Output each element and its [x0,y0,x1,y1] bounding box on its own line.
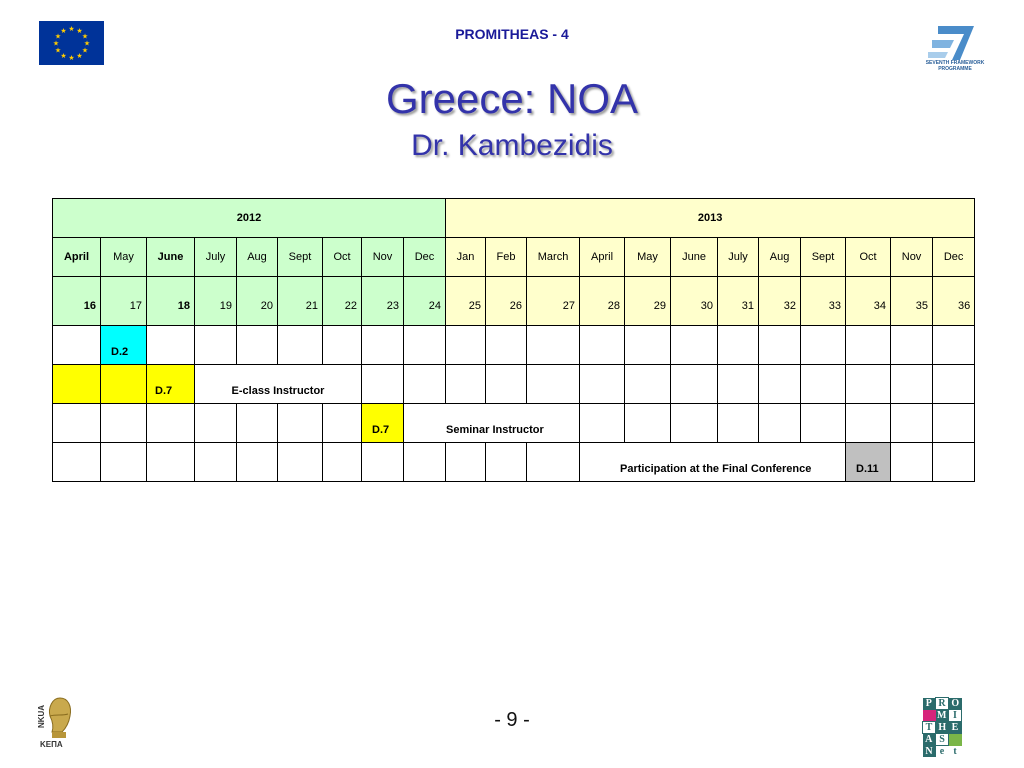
empty-cell [933,443,975,482]
logo-letter: M [936,710,949,722]
month-cell: April [53,238,101,277]
logo-letter: E [949,722,962,734]
empty-cell [801,326,846,365]
year-2013: 2013 [446,199,975,238]
slide-title: Greece: NOA [385,75,639,122]
month-row [53,238,975,277]
empty-cell [195,326,237,365]
empty-cell [404,326,446,365]
month-cell: Aug [759,238,801,277]
empty-cell [323,404,362,443]
empty-cell [404,443,446,482]
month-cell: June [147,238,195,277]
empty-cell [323,326,362,365]
fp7-logo [924,22,986,74]
empty-cell [718,404,759,443]
month-cell: Jan [446,238,486,277]
month-number-cell: 29 [625,277,671,326]
empty-cell [404,365,446,404]
slide-subtitle: Dr. Kambezidis [411,129,613,162]
empty-cell [53,443,101,482]
logo-letter [923,710,936,722]
empty-cell [486,443,527,482]
empty-cell [147,443,195,482]
year-2012: 2012 [53,199,446,238]
empty-cell [237,326,278,365]
month-cell: June [671,238,718,277]
empty-cell [801,404,846,443]
final-conference-cell [580,443,846,482]
month-cell: April [580,238,625,277]
final-conference-label: Participation at the Final Conference [620,463,812,475]
d11-label: D.11 [856,463,879,475]
month-number-cell: 28 [580,277,625,326]
month-number-cell: 20 [237,277,278,326]
empty-cell [323,443,362,482]
seminar-instructor-cell [404,404,580,443]
empty-cell [718,365,759,404]
month-number-cell: 25 [446,277,486,326]
month-cell: May [101,238,147,277]
logo-letter: t [949,746,962,758]
month-cell: Aug [237,238,278,277]
activity-row-final-conference [53,443,975,482]
empty-cell [580,404,625,443]
month-cell: Sept [801,238,846,277]
month-number-cell: 24 [404,277,446,326]
eclass-instructor-label: E-class Instructor [231,385,325,397]
month-cell: Dec [933,238,975,277]
empty-cell [580,326,625,365]
d2-cell [101,326,147,365]
logo-letter: e [936,746,949,758]
logo-letter: S [936,734,949,746]
d7-eclass-cell [147,365,195,404]
empty-cell [527,443,580,482]
empty-cell [53,326,101,365]
month-number-cell: 34 [846,277,891,326]
month-number-cell: 21 [278,277,323,326]
svg-text:★: ★ [81,32,89,41]
empty-cell [195,404,237,443]
promitheas-net-logo [922,697,984,757]
logo-letter: H [936,722,949,734]
svg-text:★: ★ [60,27,67,35]
month-number-cell: 35 [891,277,933,326]
empty-cell [446,365,486,404]
empty-cell [362,326,404,365]
empty-cell [671,404,718,443]
svg-text:★: ★ [76,52,83,60]
logo-letter: O [949,698,962,710]
empty-cell [846,365,891,404]
month-cell: March [527,238,580,277]
logo-letter: P [923,698,936,710]
empty-cell [147,326,195,365]
month-number-cell: 22 [323,277,362,326]
page-number: - 9 - [494,709,530,731]
empty-cell [278,443,323,482]
month-number-cell: 31 [718,277,759,326]
fp7-label-1: SEVENTH FRAMEWORK [925,60,985,66]
d7-seminar-label: D.7 [372,424,390,436]
month-cell: Dec [404,238,446,277]
eclass-instructor-cell [195,365,362,404]
d7-eclass-label: D.7 [155,385,173,397]
svg-text:★: ★ [54,32,62,41]
logo-letter [949,734,962,746]
month-number-cell: 23 [362,277,404,326]
empty-cell [446,326,486,365]
month-cell: Nov [891,238,933,277]
empty-cell [486,365,527,404]
empty-cell [846,404,891,443]
empty-cell [933,326,975,365]
empty-cell [53,404,101,443]
month-number-cell: 16 [53,277,101,326]
logo-letter: N [923,746,936,758]
empty-cell [801,365,846,404]
empty-cell [446,443,486,482]
month-number-cell: 26 [486,277,527,326]
highlight-cell [53,365,101,404]
logo-letter: I [949,710,962,722]
empty-cell [625,404,671,443]
empty-cell [195,443,237,482]
month-cell: Oct [323,238,362,277]
empty-cell [891,326,933,365]
month-number-cell: 19 [195,277,237,326]
month-cell: Feb [486,238,527,277]
month-number-cell: 32 [759,277,801,326]
kepa-text: ΚΕΠΑ [40,740,63,749]
empty-cell [933,365,975,404]
d2-label: D.2 [111,346,129,358]
empty-cell [625,326,671,365]
svg-text:★: ★ [68,54,75,62]
svg-text:★: ★ [68,25,75,33]
empty-cell [671,365,718,404]
empty-cell [671,326,718,365]
svg-text:★: ★ [52,39,60,48]
empty-cell [718,326,759,365]
empty-cell [846,326,891,365]
empty-cell [625,365,671,404]
svg-text:★: ★ [76,27,83,35]
svg-text:★: ★ [54,46,62,55]
month-cell: Nov [362,238,404,277]
empty-cell [362,443,404,482]
activity-row-seminar [53,404,975,443]
seminar-instructor-label: Seminar Instructor [446,424,544,436]
month-number-cell: 30 [671,277,718,326]
d11-cell [846,443,891,482]
svg-text:★: ★ [81,46,89,55]
svg-text:★: ★ [60,52,67,60]
logo-letter: T [923,722,936,734]
empty-cell [362,365,404,404]
empty-cell [101,404,147,443]
logo-letter: A [923,734,936,746]
month-number-cell: 17 [101,277,147,326]
d7-seminar-cell [362,404,404,443]
month-number-cell: 33 [801,277,846,326]
month-cell: Oct [846,238,891,277]
month-cell: Sept [278,238,323,277]
empty-cell [891,365,933,404]
month-cell: May [625,238,671,277]
month-number-cell: 36 [933,277,975,326]
month-number-cell: 18 [147,277,195,326]
empty-cell [891,404,933,443]
empty-cell [580,365,625,404]
empty-cell [527,326,580,365]
project-title: PROMITHEAS - 4 [455,26,569,42]
svg-text:★: ★ [83,39,91,48]
empty-cell [891,443,933,482]
empty-cell [237,404,278,443]
empty-cell [933,404,975,443]
empty-cell [278,404,323,443]
year-row [53,199,975,238]
schedule-table [52,198,975,482]
logo-letter: R [936,698,949,710]
empty-cell [759,326,801,365]
month-number-row [53,277,975,326]
empty-cell [278,326,323,365]
month-cell: July [718,238,759,277]
empty-cell [237,443,278,482]
empty-cell [147,404,195,443]
fp7-label-2: PROGRAMME [938,66,972,72]
highlight-cell [101,365,147,404]
month-cell: July [195,238,237,277]
empty-cell [486,326,527,365]
nkua-text: NKUA [37,704,47,729]
empty-cell [101,443,147,482]
activity-row-eclass [53,365,975,404]
empty-cell [759,365,801,404]
month-number-cell: 27 [527,277,580,326]
empty-cell [527,365,580,404]
empty-cell [759,404,801,443]
activity-row-d2 [53,326,975,365]
